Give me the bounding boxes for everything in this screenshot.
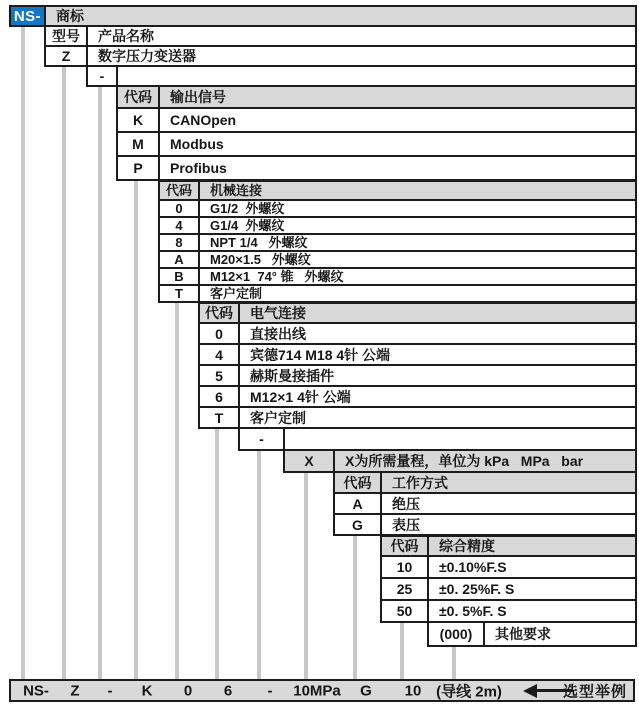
code-cell: 50 — [380, 599, 429, 623]
table-header-row — [198, 302, 637, 324]
accuracy-table — [380, 535, 637, 623]
connector-line — [304, 471, 308, 680]
code-cell: M — [116, 131, 160, 157]
table-row — [198, 343, 637, 366]
table-row — [198, 406, 637, 429]
table-row — [380, 577, 637, 601]
code-cell: 25 — [380, 577, 429, 601]
name-header-cell: 工作方式 — [380, 471, 637, 494]
code-cell: 4 — [198, 343, 240, 366]
code-cell: A — [333, 492, 382, 515]
mode-table — [333, 471, 637, 536]
example-item: 10 — [404, 682, 422, 699]
table-row — [333, 513, 637, 536]
dash-cell: - — [238, 427, 285, 451]
code-cell: 8 — [158, 233, 200, 252]
range-code-cell: X — [283, 449, 335, 473]
code-cell: 10 — [380, 555, 429, 579]
code-cell: 0 — [158, 199, 200, 218]
code-header-cell: 代码 — [198, 302, 240, 324]
electrical-table — [198, 302, 637, 429]
example-bar — [9, 679, 635, 702]
desc-cell: NPT 1/4 外螺纹 — [198, 233, 637, 252]
name-header-cell: 机械连接 — [198, 180, 637, 201]
name-header-cell: 电气连接 — [238, 302, 637, 324]
model-header-row — [44, 25, 637, 47]
table-row — [380, 555, 637, 579]
table-row — [198, 385, 637, 408]
dash-row-1 — [86, 65, 637, 87]
example-item: 10MPa — [293, 682, 341, 699]
desc-cell: M20×1.5 外螺纹 — [198, 250, 637, 269]
product-name-cell: 数字压力变送器 — [86, 45, 637, 67]
desc-cell: 表压 — [380, 513, 637, 536]
table-row — [198, 364, 637, 387]
code-cell: K — [116, 107, 160, 133]
table-header-row — [116, 85, 637, 109]
connector-line — [452, 645, 456, 680]
name-header-cell: 输出信号 — [158, 85, 637, 109]
table-header-row — [380, 535, 637, 557]
desc-cell: M12×1 4针 公端 — [238, 385, 637, 408]
example-item: Z — [70, 682, 80, 699]
table-header-row — [333, 471, 637, 494]
desc-cell: G1/4 外螺纹 — [198, 216, 637, 235]
table-row — [116, 131, 637, 157]
code-cell: B — [158, 267, 200, 286]
example-item: G — [360, 682, 372, 699]
example-item: - — [107, 682, 113, 699]
desc-cell: ±0. 5%F. S — [427, 599, 637, 623]
code-header-cell: 代码 — [116, 85, 160, 109]
table-row — [158, 284, 637, 303]
code-cell: T — [198, 406, 240, 429]
series-row — [9, 5, 637, 27]
table-row — [333, 492, 637, 515]
dash-cell: - — [86, 65, 118, 87]
desc-cell: Profibus — [158, 155, 637, 181]
table-row — [380, 599, 637, 623]
code-header-cell: 代码 — [333, 471, 382, 494]
dash-row-2 — [238, 427, 637, 451]
code-header-cell: 代码 — [158, 180, 200, 201]
desc-cell: Modbus — [158, 131, 637, 157]
example-item: K — [141, 682, 153, 699]
code-cell: 5 — [198, 364, 240, 387]
model-row — [44, 45, 637, 67]
table-row — [116, 107, 637, 133]
connector-line — [353, 534, 357, 680]
desc-cell: 客户定制 — [238, 406, 637, 429]
table-header-row — [158, 180, 637, 201]
desc-cell: 赫斯曼接插件 — [238, 364, 637, 387]
connector-line — [175, 301, 179, 680]
example-item: NS- — [23, 682, 49, 699]
range-desc-cell: X为所需量程，单位为 kPa MPa bar — [333, 449, 637, 473]
example-item: 0 — [183, 682, 193, 699]
desc-cell: G1/2 外螺纹 — [198, 199, 637, 218]
code-cell: T — [158, 284, 200, 303]
empty-cell — [283, 427, 637, 451]
desc-cell: ±0.10%F.S — [427, 555, 637, 579]
other-desc-cell: 其他要求 — [483, 621, 637, 647]
table-row — [198, 322, 637, 345]
connector-line — [21, 26, 25, 680]
desc-cell: M12×1 74° 锥 外螺纹 — [198, 267, 637, 286]
output-signal-table — [116, 85, 637, 181]
desc-cell: 宾德714 M18 4针 公端 — [238, 343, 637, 366]
code-cell: 0 — [198, 322, 240, 345]
code-cell: 4 — [158, 216, 200, 235]
name-header-cell: 综合精度 — [427, 535, 637, 557]
mechanical-table — [158, 180, 637, 303]
other-row — [427, 621, 637, 647]
connector-line — [62, 65, 66, 680]
table-row — [116, 155, 637, 181]
example-label: 选型举例 — [562, 683, 627, 700]
connector-line — [400, 621, 404, 680]
desc-cell: CANOpen — [158, 107, 637, 133]
model-code-cell: Z — [44, 45, 88, 67]
other-code-cell: (000) — [427, 621, 485, 647]
model-header-cell: 型号 — [44, 25, 88, 47]
connector-line — [215, 427, 219, 680]
code-header-cell: 代码 — [380, 535, 429, 557]
range-row — [283, 449, 637, 473]
code-cell: 6 — [198, 385, 240, 408]
code-cell: G — [333, 513, 382, 536]
product-header-cell: 产品名称 — [86, 25, 637, 47]
code-cell: P — [116, 155, 160, 181]
empty-cell — [116, 65, 637, 87]
example-item: (导线 2m) — [436, 683, 502, 700]
example-item: 6 — [223, 682, 233, 699]
example-item: - — [267, 682, 273, 699]
connector-line — [134, 179, 138, 680]
desc-cell: 绝压 — [380, 492, 637, 515]
trademark-cell: 商标 — [44, 5, 637, 27]
code-cell: A — [158, 250, 200, 269]
desc-cell: 客户定制 — [198, 284, 637, 303]
connector-line — [257, 449, 261, 680]
connector-line — [98, 85, 102, 680]
series-prefix-cell: NS- — [9, 5, 46, 27]
desc-cell: ±0. 25%F. S — [427, 577, 637, 601]
desc-cell: 直接出线 — [238, 322, 637, 345]
